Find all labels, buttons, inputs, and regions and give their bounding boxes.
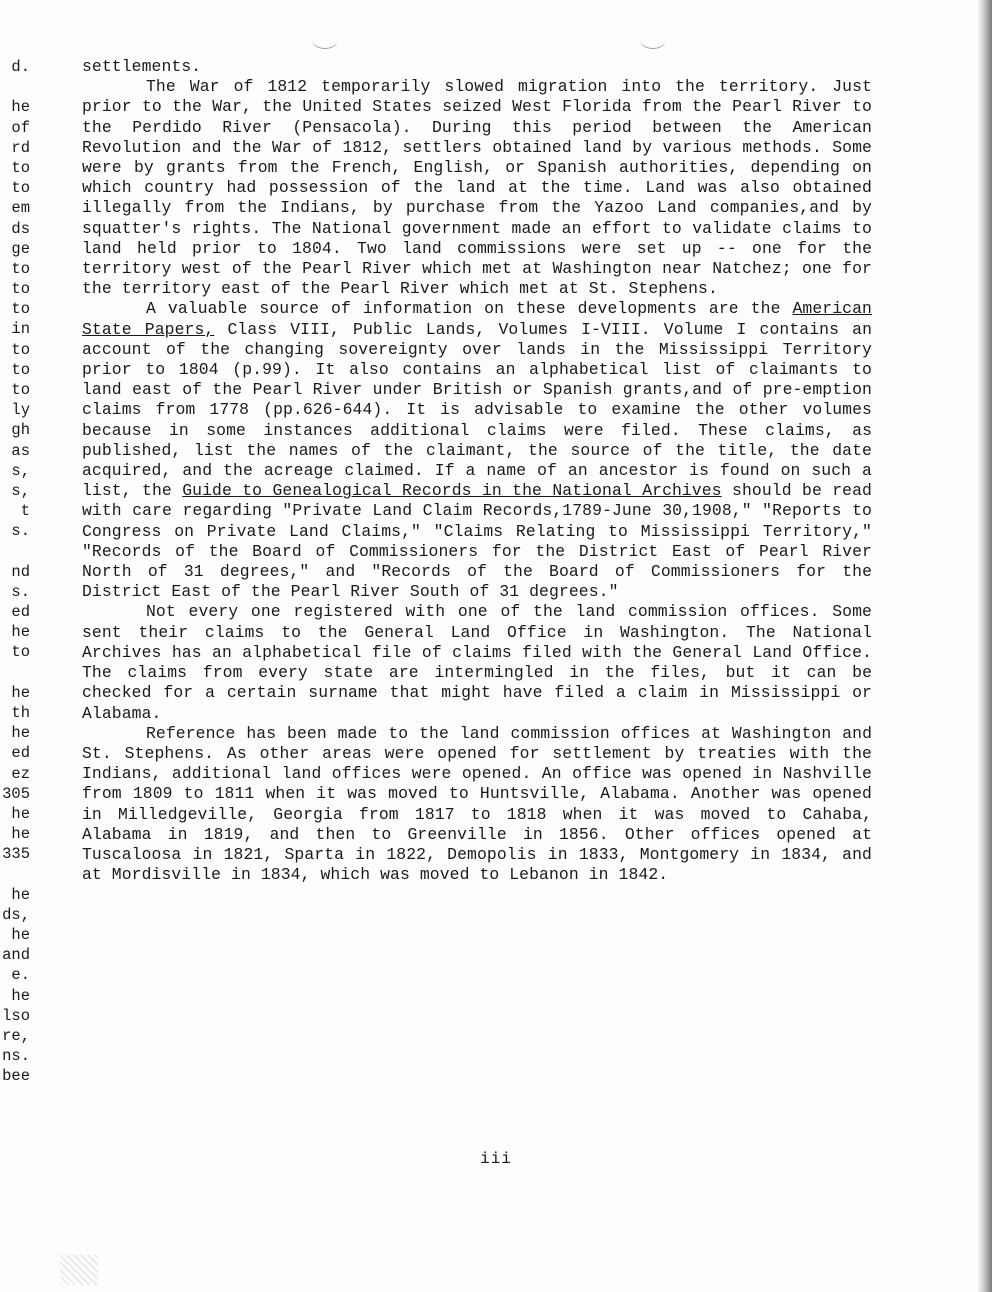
margin-fragment: gh [11, 421, 30, 440]
margin-fragment: ge [11, 239, 30, 258]
text-run: should be read with care regarding "Private Land Claim Records,1789-June 30,1908," "Reports to Congress on Private Land Claims," "Claims Relating to Mississippi Territory," "Records of the Board of Commissioners for the District East of Pearl River North of 31 degrees," and "Records of the Board of Commissioners for the District East of the Pearl River South of 31 degrees." [82, 481, 872, 602]
underlined-title: Guide to Genealogical Records in the National Archives [182, 481, 722, 501]
margin-fragment: rd [11, 138, 30, 157]
margin-fragment: ds [11, 219, 30, 238]
margin-fragment: t [20, 502, 30, 521]
margin-fragment [0, 77, 30, 97]
margin-fragment: ly [11, 401, 30, 420]
document-body [82, 57, 872, 885]
margin-fragment [0, 542, 30, 562]
paragraph [82, 602, 872, 723]
margin-fragment: s. [11, 522, 30, 541]
text-run: A valuable source of information on these developments are the [146, 299, 793, 319]
margin-fragment: 305 [2, 784, 30, 803]
margin-fragment: and [2, 946, 30, 965]
margin-fragment: lso [2, 1006, 30, 1025]
margin-fragment [0, 865, 30, 885]
margin-fragment: to [11, 179, 30, 198]
margin-fragment: he [11, 804, 30, 823]
margin-fragment: em [11, 199, 30, 218]
margin-fragment: he [11, 986, 30, 1005]
hole-punch-mark [312, 30, 338, 49]
margin-fragment: ez [11, 764, 30, 783]
margin-fragment: in [11, 320, 30, 339]
margin-fragment: he [11, 885, 30, 904]
margin-fragment: e. [11, 966, 30, 985]
text-run: The War of 1812 temporarily slowed migration into the territory. Just prior to the War, the United States seized West Florida from the Pearl River to the Perdido River (Pensacola). During this period between the American Revolution and the War of 1812, settlers obtained land by various methods. Some were by grants from the French, English, or Spanish authorities, depending on which country had possession of the land at the time. Land was also obtained illegally from the Indians, by purchase from the Yazoo Land companies,and by squatter's rights. The National government made an effort to validate claims to land held prior to 1804. Two land commissions were set up -- one for the territory west of the Pearl River which met at Washington near Natchez; one for the territory east of the Pearl River which met at St. Stephens. [82, 77, 872, 299]
margin-fragment: he [11, 926, 30, 945]
margin-fragment: d. [11, 58, 30, 76]
hole-punch-mark [640, 30, 666, 49]
margin-fragment: of [11, 118, 30, 137]
text-run: settlements. [82, 57, 202, 76]
paragraph [82, 57, 872, 77]
paragraph [82, 724, 872, 886]
margin-fragment: to [11, 259, 30, 278]
margin-fragment: to [11, 300, 30, 319]
margin-fragment: he [11, 98, 30, 117]
margin-fragment: s, [11, 481, 30, 500]
margin-fragment: to [11, 280, 30, 299]
margin-fragment: th [11, 704, 30, 722]
margin-fragment: ns. [2, 1047, 30, 1066]
margin-fragment: to [11, 340, 30, 359]
margin-fragment: re, [2, 1027, 30, 1045]
margin-fragment: nd [11, 562, 30, 581]
text-run: Class VIII, Public Lands, Volumes I-VIII. Volume I contains an account of the changing sovereignty over lands in the Mississippi Territory prior to 1804 (p.99). It also contains an alphabetical list of claimants to land east of the Pearl River under British or Spanish grants,and of pre-emption claims from 1778 (pp.626-644). It is advisable to examine the other volumes because in some instances additional claims were filed. These claims, as published, list the names of the claimant, the source of the title, the date acquired, and the acreage claimed. If a name of an ancestor is found on such a list, the [82, 319, 873, 501]
margin-fragment: he [11, 724, 30, 743]
margin-fragment: ds, [2, 905, 30, 924]
margin-fragment: 335 [2, 845, 30, 864]
text-run: Not every one registered with one of the land commission offices. Some sent their claims to the General Land Office in Washington. The National Archives has an alphabetical file of claims filed with the General Land Office. The claims from every state are intermingled in the files, but it can be checked for a certain surname that might have filed a claim in Mississippi or Alabama. [82, 602, 872, 723]
page-number: iii [480, 1150, 512, 1168]
text-run: Reference has been made to the land commission offices at Washington and St. Stephens. As other areas were opened for settlement by treaties with the Indians, additional land offices were opened. An office was opened in Nashville from 1809 to 1811 when it was moved to Huntsville, Alabama. Another was opened in Milledgeville, Georgia from 1817 to 1818 when it was moved to Cahaba, Alabama in 1819, and then to Greenville in 1856. Other offices opened at Tuscaloosa in 1821, Sparta in 1822, Demopolis in 1833, Montgomery in 1834, and at Mordisville in 1834, which was moved to Lebanon in 1842. [82, 723, 872, 885]
margin-fragment: he [11, 825, 30, 844]
scan-artifact [60, 1255, 98, 1285]
margin-fragment: s, [11, 461, 30, 480]
margin-fragment: he [11, 623, 30, 642]
margin-fragment: to [11, 158, 30, 177]
margin-fragment: ed [11, 744, 30, 763]
margin-fragment: s. [11, 582, 30, 601]
margin-fragment: ed [11, 603, 30, 622]
paragraph [82, 299, 872, 602]
margin-fragment: bee [2, 1067, 30, 1086]
margin-fragment: he [11, 683, 30, 702]
margin-fragment [0, 663, 30, 683]
margin-fragment: to [11, 360, 30, 379]
margin-fragment: as [11, 441, 30, 460]
previous-page-bleed-column [0, 57, 30, 1087]
underlined-title: American State Papers, [82, 299, 872, 339]
margin-fragment: to [11, 643, 30, 662]
margin-fragment: to [11, 381, 30, 399]
paragraph [82, 77, 872, 299]
page-binding-edge [978, 0, 992, 1292]
